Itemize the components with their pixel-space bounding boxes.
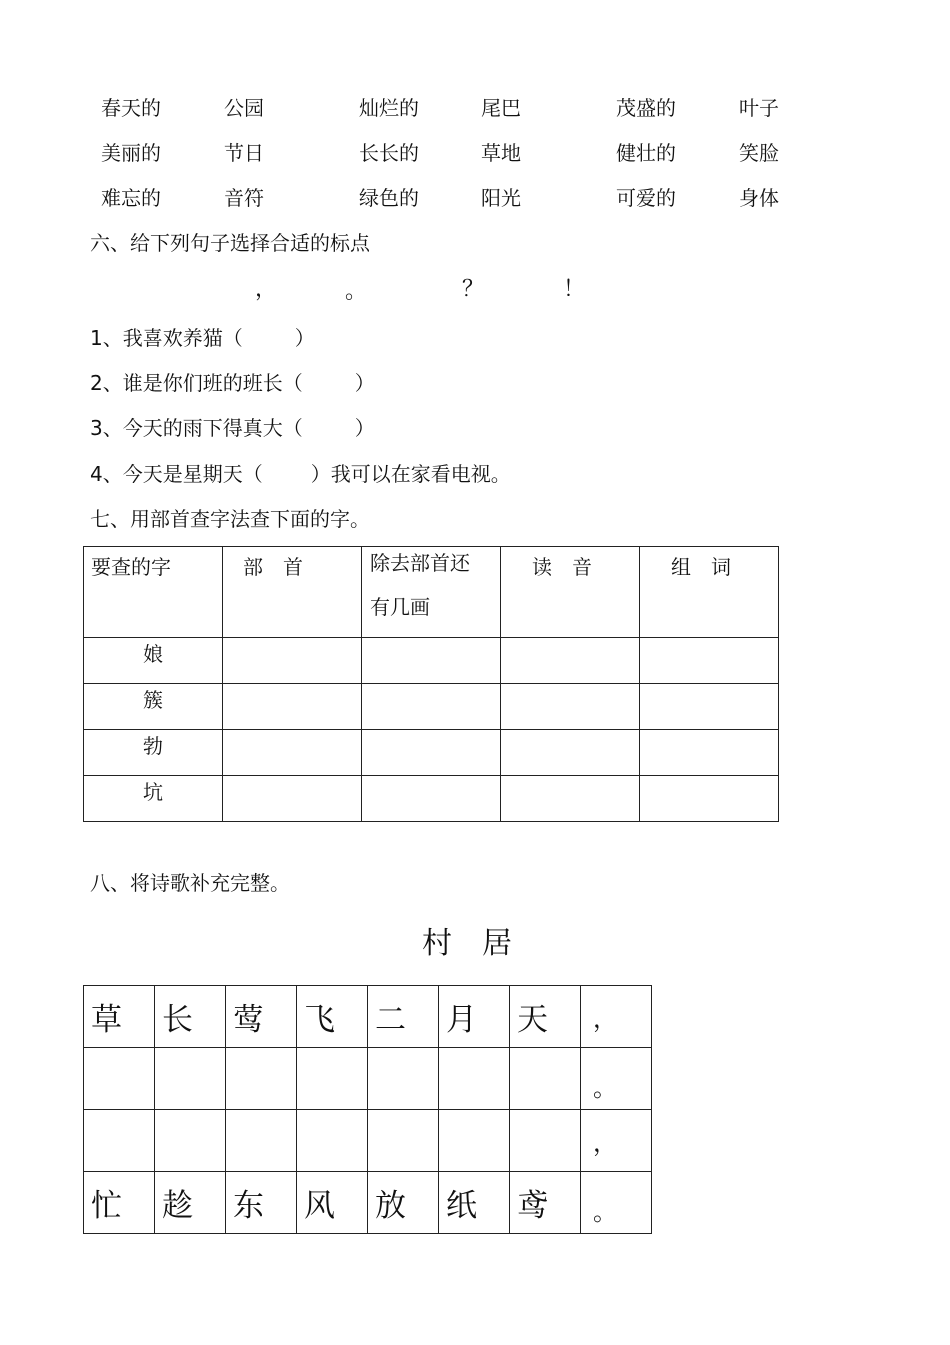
- header-cell: [84, 547, 223, 638]
- poem-cell: [297, 986, 368, 1048]
- strokes-cell[interactable]: [362, 730, 501, 776]
- section7-title: 七、用部首查字法查下面的字。: [90, 507, 370, 531]
- table-row: [84, 638, 779, 684]
- poem-punct-cell: [581, 986, 652, 1048]
- poem-char: 鸢: [517, 1188, 548, 1224]
- header-label: 部 首: [243, 555, 303, 579]
- poem-char: 月: [446, 1002, 477, 1038]
- word-right: 节日: [224, 141, 264, 165]
- poem-char: 飞: [304, 1002, 335, 1038]
- lookup-char: 娘: [84, 638, 223, 684]
- radical-cell[interactable]: [223, 730, 362, 776]
- poem-blank-cell[interactable]: [368, 1048, 439, 1110]
- poem-blank-cell[interactable]: [226, 1110, 297, 1172]
- poem-cell: [155, 1172, 226, 1234]
- header-label: 读 音: [532, 555, 592, 579]
- table-row: [84, 730, 779, 776]
- poem-cell: [368, 1172, 439, 1234]
- word-right: 公园: [224, 96, 264, 120]
- word-cell[interactable]: [640, 776, 779, 822]
- header-label: 要查的字: [91, 555, 171, 579]
- poem-cell: [297, 1172, 368, 1234]
- question-mark: ？: [462, 277, 485, 302]
- sentence-text: 2、谁是你们班的班长（: [90, 371, 303, 395]
- pinyin-cell[interactable]: [501, 684, 640, 730]
- word-left: 美丽的: [101, 141, 161, 165]
- poem-char: 二: [375, 1002, 406, 1038]
- poem-row: [84, 1172, 652, 1234]
- pinyin-cell[interactable]: [501, 776, 640, 822]
- word-right: 音符: [224, 186, 264, 210]
- poem-char: 长: [162, 1002, 193, 1038]
- header-cell: [640, 547, 779, 638]
- sentence-text: ）: [354, 416, 375, 440]
- poem-row: [84, 1110, 652, 1172]
- word-right: 尾巴: [481, 96, 521, 120]
- header-cell: [362, 547, 501, 638]
- poem-cell: [226, 986, 297, 1048]
- strokes-cell[interactable]: [362, 776, 501, 822]
- poem-char: 纸: [446, 1188, 477, 1224]
- header-cell: [501, 547, 640, 638]
- poem-cell: [368, 986, 439, 1048]
- table-row: [84, 684, 779, 730]
- lookup-char: 坑: [84, 776, 223, 822]
- radical-cell[interactable]: [223, 638, 362, 684]
- header-label: 除去部首还有几画: [370, 551, 470, 619]
- poem-grid: [83, 985, 652, 1234]
- poem-blank-cell[interactable]: [368, 1110, 439, 1172]
- sentence-text: 1、我喜欢养猫（: [90, 326, 243, 350]
- radical-lookup-table: [83, 546, 779, 822]
- poem-punct-cell: [581, 1172, 652, 1234]
- section8-title: 八、将诗歌补充完整。: [90, 871, 290, 895]
- sentence-item: [90, 462, 511, 486]
- sentence-text: 3、今天的雨下得真大（: [90, 416, 303, 440]
- word-left: 春天的: [101, 96, 161, 120]
- word-left: 绿色的: [359, 186, 419, 210]
- word-right: 草地: [481, 141, 521, 165]
- sentence-text: 4、今天是星期天（: [90, 462, 263, 486]
- poem-punct: 。: [593, 1197, 617, 1226]
- header-cell: [223, 547, 362, 638]
- word-cell[interactable]: [640, 730, 779, 776]
- sentence-text: ）我可以在家看电视。: [310, 462, 511, 486]
- poem-cell: [439, 986, 510, 1048]
- sentence-item: [90, 416, 375, 440]
- poem-char: 趁: [162, 1188, 193, 1224]
- poem-blank-cell[interactable]: [510, 1110, 581, 1172]
- poem-char: 天: [517, 1002, 548, 1038]
- poem-punct-cell: [581, 1110, 652, 1172]
- poem-char: 东: [233, 1188, 264, 1224]
- poem-punct-cell: [581, 1048, 652, 1110]
- poem-row: [84, 986, 652, 1048]
- sentence-text: ）: [294, 326, 315, 350]
- strokes-cell[interactable]: [362, 684, 501, 730]
- word-right: 叶子: [739, 96, 779, 120]
- poem-char: 放: [375, 1188, 406, 1224]
- word-left: 可爱的: [616, 186, 676, 210]
- radical-cell[interactable]: [223, 776, 362, 822]
- word-left: 健壮的: [616, 141, 676, 165]
- poem-char: 风: [304, 1188, 335, 1224]
- poem-cell: [155, 986, 226, 1048]
- poem-blank-cell[interactable]: [155, 1110, 226, 1172]
- word-right: 身体: [739, 186, 779, 210]
- header-label: 组 词: [671, 555, 731, 579]
- poem-blank-cell[interactable]: [297, 1110, 368, 1172]
- poem-blank-cell[interactable]: [439, 1110, 510, 1172]
- word-left: 茂盛的: [616, 96, 676, 120]
- lookup-char: 勃: [84, 730, 223, 776]
- sentence-item: [90, 326, 315, 350]
- poem-punct: ，: [593, 1004, 617, 1033]
- poem-char: 莺: [233, 1002, 264, 1038]
- poem-blank-cell[interactable]: [510, 1048, 581, 1110]
- word-cell[interactable]: [640, 638, 779, 684]
- poem-cell: [439, 1172, 510, 1234]
- word-left: 难忘的: [101, 186, 161, 210]
- sentence-item: [90, 371, 375, 395]
- poem-blank-cell[interactable]: [439, 1048, 510, 1110]
- poem-char: 忙: [91, 1188, 122, 1224]
- word-right: 笑脸: [739, 141, 779, 165]
- word-left: 灿烂的: [359, 96, 419, 120]
- poem-cell: [84, 986, 155, 1048]
- pinyin-cell[interactable]: [501, 638, 640, 684]
- exclamation-mark: ！: [563, 277, 586, 302]
- comma-mark: ，: [255, 277, 278, 302]
- word-left: 长长的: [359, 141, 419, 165]
- poem-row: [84, 1048, 652, 1110]
- lookup-char: 簇: [84, 684, 223, 730]
- poem-cell: [510, 1172, 581, 1234]
- pinyin-cell[interactable]: [501, 730, 640, 776]
- word-right: 阳光: [481, 186, 521, 210]
- poem-punct: 。: [593, 1073, 617, 1102]
- period-mark: 。: [345, 279, 368, 304]
- poem-blank-cell[interactable]: [84, 1048, 155, 1110]
- poem-blank-cell[interactable]: [226, 1048, 297, 1110]
- poem-blank-cell[interactable]: [155, 1048, 226, 1110]
- poem-title: 村 居: [422, 926, 512, 961]
- radical-cell[interactable]: [223, 684, 362, 730]
- table-row: [84, 776, 779, 822]
- word-cell[interactable]: [640, 684, 779, 730]
- poem-cell: [510, 986, 581, 1048]
- poem-blank-cell[interactable]: [84, 1110, 155, 1172]
- poem-blank-cell[interactable]: [297, 1048, 368, 1110]
- table-header-row: [84, 547, 779, 638]
- poem-cell: [226, 1172, 297, 1234]
- poem-cell: [84, 1172, 155, 1234]
- sentence-text: ）: [354, 371, 375, 395]
- section6-title: 六、给下列句子选择合适的标点: [90, 231, 370, 255]
- poem-punct: ，: [593, 1128, 617, 1157]
- poem-char: 草: [91, 1002, 122, 1038]
- strokes-cell[interactable]: [362, 638, 501, 684]
